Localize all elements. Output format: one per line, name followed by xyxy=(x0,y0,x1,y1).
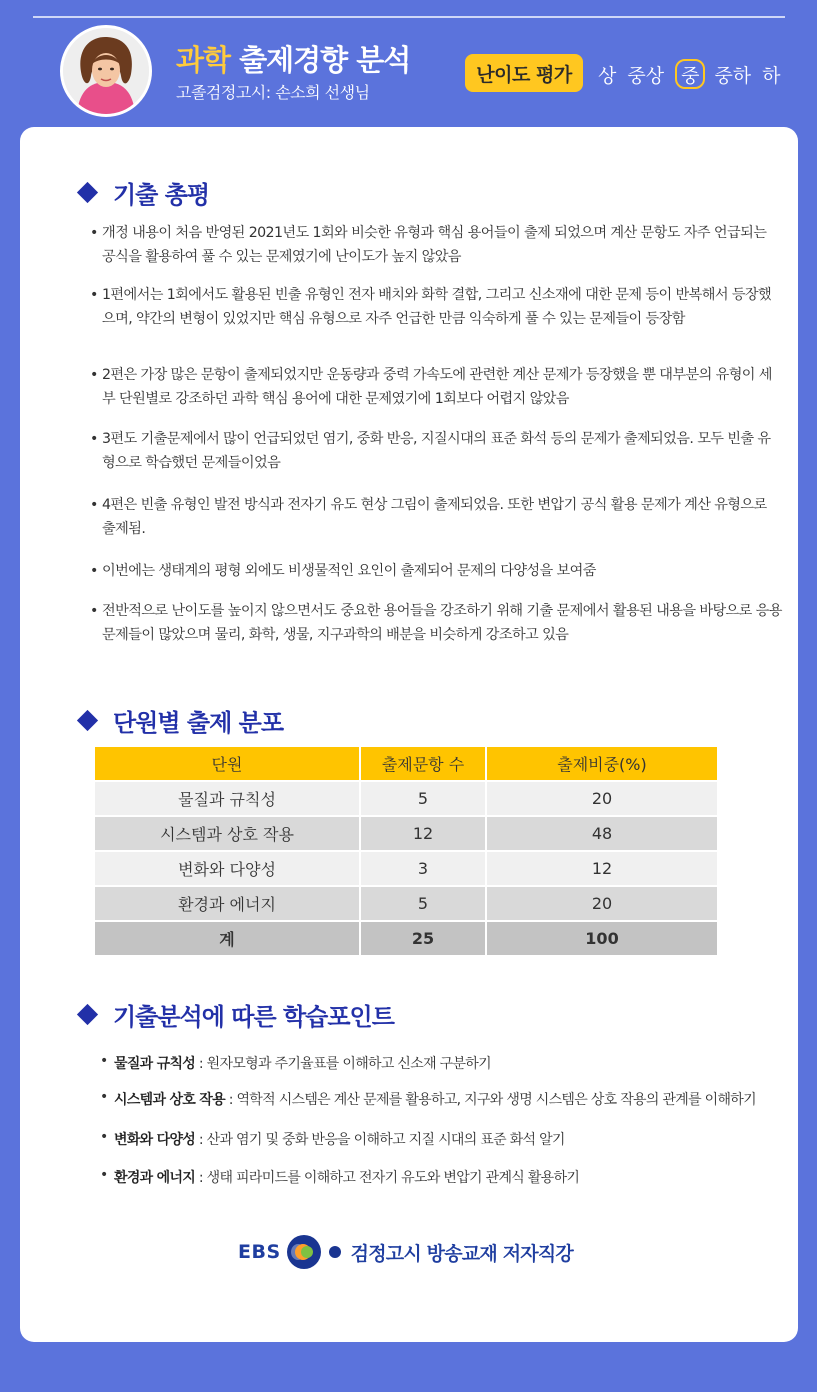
table-row xyxy=(95,781,717,816)
summary-item: • 4편은 빈출 유형인 발전 방식과 전자기 유도 현상 그림이 출제되었음. 또한 변압기 공식 활용 문제가 계산 유형으로 출제됨. xyxy=(90,493,782,541)
table-cell: 100 xyxy=(486,921,717,955)
content-card xyxy=(20,127,798,1342)
diamond-bullet-icon xyxy=(77,710,98,731)
point-text: : 원자모형과 주기율표를 이해하고 신소재 구분하기 xyxy=(195,1056,491,1072)
ebs-logo-icon xyxy=(287,1235,321,1269)
table-cell: 12 xyxy=(486,851,717,886)
page-subtitle: 고졸검정고시: 손소희 선생님 xyxy=(176,83,370,102)
column-header: 출제문항 수 xyxy=(360,747,486,781)
summary-heading xyxy=(76,175,209,210)
footer-brand xyxy=(238,1235,573,1269)
diamond-bullet-icon xyxy=(77,1004,98,1025)
difficulty-level-selected: 중 xyxy=(675,59,705,89)
diamond-bullet-icon xyxy=(77,182,98,203)
difficulty-level: 중상 xyxy=(627,64,665,87)
column-header: 단원 xyxy=(95,747,360,781)
table-cell: 물질과 규칙성 xyxy=(95,781,360,816)
table-cell: 12 xyxy=(360,816,486,851)
point-item xyxy=(100,1167,579,1187)
point-label: 시스템과 상호 작용 xyxy=(114,1092,225,1108)
point-label: 변화와 다양성 xyxy=(114,1132,196,1148)
table-cell: 25 xyxy=(360,921,486,955)
point-text: : 산과 염기 및 중화 반응을 이해하고 지질 시대의 표준 화석 알기 xyxy=(195,1132,565,1148)
point-item xyxy=(100,1129,565,1149)
point-item xyxy=(100,1089,756,1109)
point-label: 환경과 에너지 xyxy=(114,1170,196,1186)
table-total-row xyxy=(95,921,717,955)
point-text: : 역학적 시스템은 계산 문제를 활용하고, 지구와 생명 시스템은 상호 작용의 관계를 이해하기 xyxy=(224,1092,756,1108)
difficulty-level: 상 xyxy=(598,64,617,87)
teacher-avatar xyxy=(60,25,152,117)
summary-item: • 2편은 가장 많은 문항이 출제되었지만 운동량과 중력 가속도에 관련한 계산 문제가 등장했을 뿐 대부분의 유형이 세부 단원별로 강조하던 과학 핵심 용어에 대한 문제였기에 1회보다 어렵지 않았음 xyxy=(90,363,782,411)
ebs-wordmark: EBS xyxy=(238,1241,281,1263)
distribution-table xyxy=(95,747,717,955)
table-header-row xyxy=(95,747,717,781)
distribution-heading xyxy=(76,703,283,738)
points-heading-text: 기출분석에 따른 학습포인트 xyxy=(113,1003,394,1031)
points-heading xyxy=(76,997,394,1032)
column-header: 출제비중(%) xyxy=(486,747,717,781)
difficulty-badge: 난이도 평가 xyxy=(465,54,583,92)
table-row xyxy=(95,816,717,851)
point-item xyxy=(100,1053,491,1073)
table-cell: 5 xyxy=(360,781,486,816)
title-subject: 과학 xyxy=(176,43,231,77)
dot-icon xyxy=(329,1246,341,1258)
table-cell: 변화와 다양성 xyxy=(95,851,360,886)
table-cell: 20 xyxy=(486,781,717,816)
distribution-heading-text: 단원별 출제 분포 xyxy=(113,709,283,737)
table-cell: 환경과 에너지 xyxy=(95,886,360,921)
table-row xyxy=(95,851,717,886)
summary-heading-text: 기출 총평 xyxy=(113,181,210,209)
table-cell: 시스템과 상호 작용 xyxy=(95,816,360,851)
table-cell: 3 xyxy=(360,851,486,886)
footer-text: 검정고시 방송교재 저자직강 xyxy=(350,1242,573,1265)
difficulty-level: 하 xyxy=(762,64,781,87)
table-cell: 20 xyxy=(486,886,717,921)
table-row xyxy=(95,886,717,921)
table-cell: 48 xyxy=(486,816,717,851)
summary-item: • 1편에서는 1회에서도 활용된 빈출 유형인 전자 배치와 화학 결합, 그리고 신소재에 대한 문제 등이 반복해서 등장했으며, 약간의 변형이 있었지만 핵심 유형으로 자주 언급한 만큼 익숙하게 풀 수 있는 문제들이 등장함 xyxy=(90,283,782,331)
teacher-portrait-icon xyxy=(63,28,149,114)
page-title xyxy=(176,38,410,79)
summary-item: • 개정 내용이 처음 반영된 2021년도 1회와 비슷한 유형과 핵심 용어들이 출제 되었으며 계산 문항도 자주 언급되는 공식을 활용하여 풀 수 있는 문제였기에 난이도가 높지 않았음 xyxy=(90,221,782,269)
point-label: 물질과 규칙성 xyxy=(114,1056,196,1072)
table-cell: 계 xyxy=(95,921,360,955)
summary-item: • 전반적으로 난이도를 높이지 않으면서도 중요한 용어들을 강조하기 위해 기출 문제에서 활용된 내용을 바탕으로 응용문제들이 많았으며 물리, 화학, 생물, 지구과학의 배분을 비슷하게 강조하고 있음 xyxy=(90,599,782,647)
header-divider xyxy=(33,16,785,18)
difficulty-levels xyxy=(598,58,792,90)
difficulty-level: 중하 xyxy=(714,64,752,87)
title-rest: 출제경향 분석 xyxy=(230,43,411,77)
point-text: : 생태 피라미드를 이해하고 전자기 유도와 변압기 관계식 활용하기 xyxy=(195,1170,580,1186)
table-cell: 5 xyxy=(360,886,486,921)
summary-item: • 3편도 기출문제에서 많이 언급되었던 염기, 중화 반응, 지질시대의 표준 화석 등의 문제가 출제되었음. 모두 빈출 유형으로 학습했던 문제들이었음 xyxy=(90,427,782,475)
summary-item: • 이번에는 생태계의 평형 외에도 비생물적인 요인이 출제되어 문제의 다양성을 보여줌 xyxy=(90,559,782,583)
